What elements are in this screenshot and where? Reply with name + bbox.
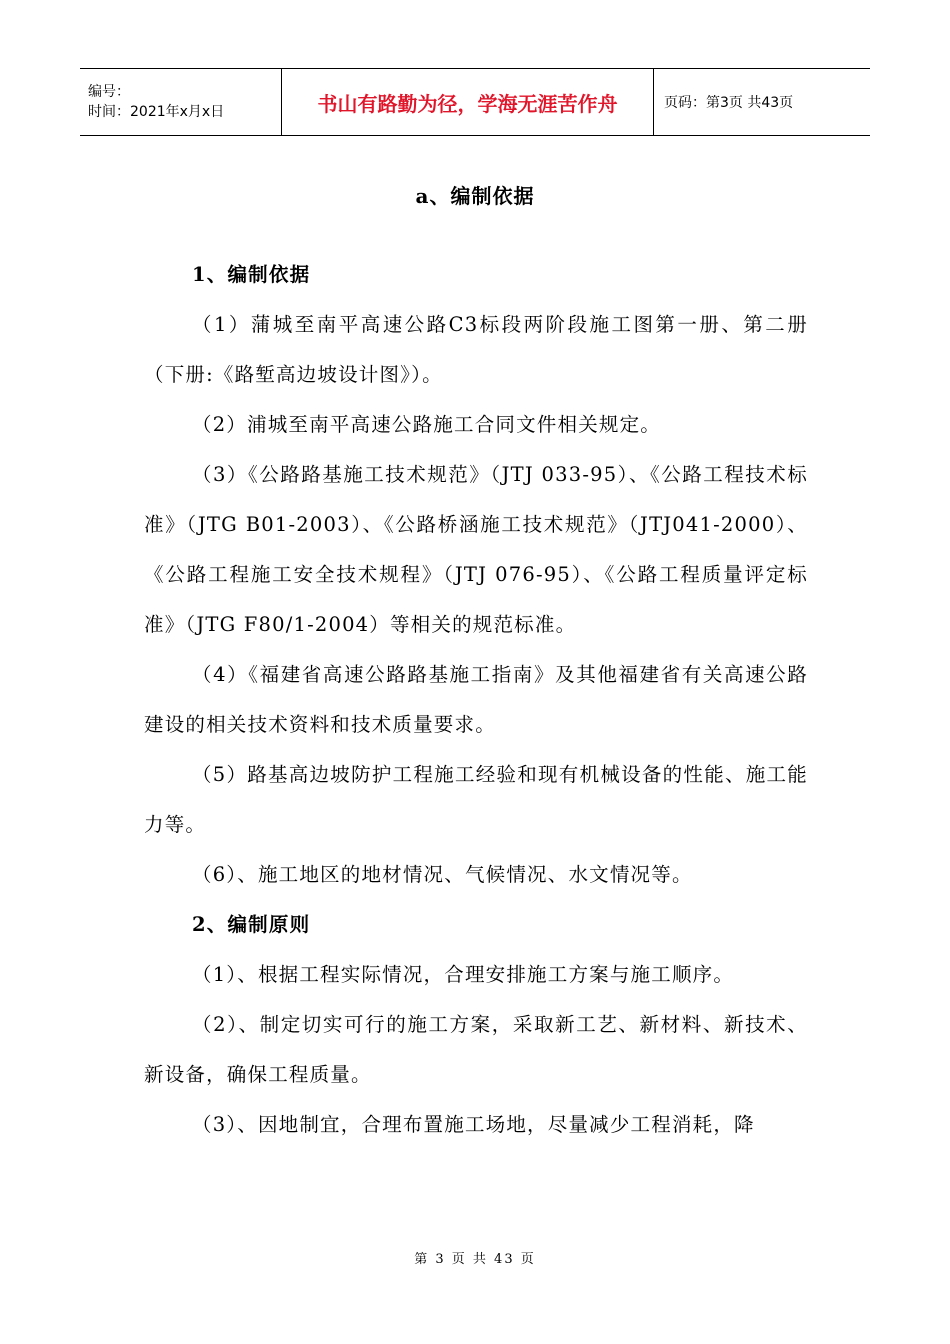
list-item: （3）《公路路基施工技术规范》（JTJ 033-95）、《公路工程技术标准》（JTG B01-2003）、《公路桥涵施工技术规范》（JTJ041-2000）、《公路工程施工安全技术规程》（JTJ 076-95）、《公路工程质量评定标准》（JTG F80/1-2004）等相关的规范标准。 [144,463,808,636]
list-item: （5）路基高边坡防护工程施工经验和现有机械设备的性能、施工能力等。 [144,763,808,836]
page-footer: 第 3 页 共 43 页 [414,1252,536,1267]
list-item: （1）、根据工程实际情况，合理安排施工方案与施工顺序。 [192,963,735,986]
document-title: a、编制依据 [415,184,535,208]
header-number-label: 编号： [88,84,130,100]
header-meta [80,69,282,135]
page-header [80,68,870,136]
list-item: （6）、施工地区的地材情况、气候情况、水文情况等。 [192,863,693,886]
section-heading: 1、编制依据 [192,263,311,286]
list-item: （1）蒲城至南平高速公路C3标段两阶段施工图第一册、第二册（下册:《路堑高边坡设计图》）。 [144,313,808,386]
list-item: （2）、制定切实可行的施工方案，采取新工艺、新材料、新技术、新设备，确保工程质量。 [144,1013,808,1086]
list-item: （4）《福建省高速公路路基施工指南》及其他福建省有关高速公路建设的相关技术资料和技术质量要求。 [144,663,808,736]
list-item: （3）、因地制宜，合理布置施工场地，尽量减少工程消耗，降 [192,1113,755,1136]
section-heading: 2、编制原则 [192,913,311,936]
document-body [144,250,808,1150]
header-page-info: 页码：第3页 共43页 [664,95,794,111]
header-time-label: 时间：2021年x月x日 [88,104,225,120]
header-motto: 书山有路勤为径，学海无涯苦作舟 [282,69,654,135]
list-item: （2）浦城至南平高速公路施工合同文件相关规定。 [192,413,662,436]
